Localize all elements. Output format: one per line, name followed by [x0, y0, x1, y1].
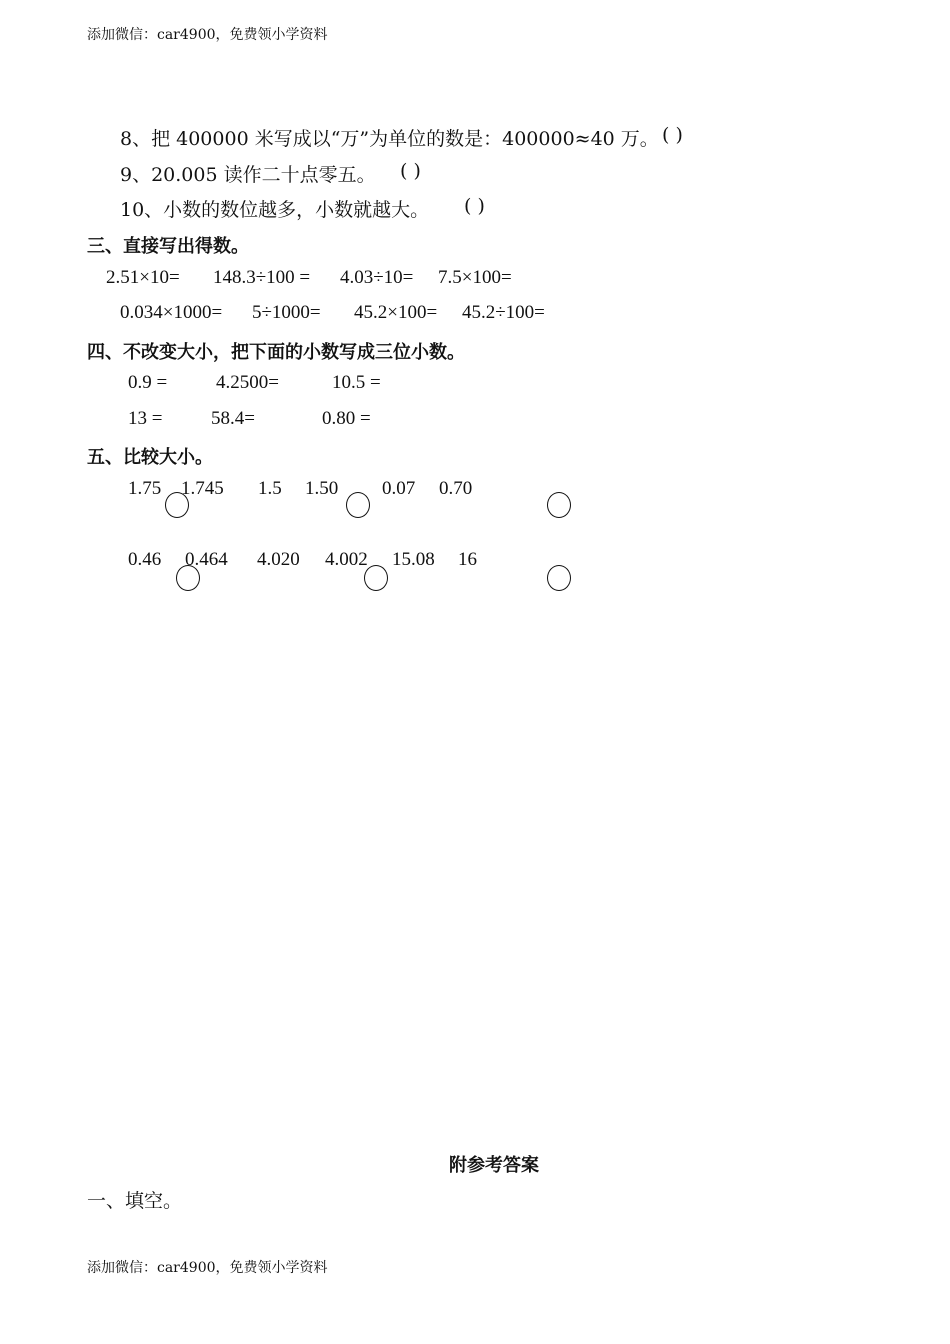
- question-9-text: 9、20.005 读作二十点零五。: [120, 164, 376, 186]
- calc-item: 4.03÷10=: [340, 267, 414, 288]
- compare-number: 4.002: [325, 549, 368, 570]
- section-4-title: 四、不改变大小，把下面的小数写成三位小数。: [87, 342, 465, 363]
- calc-item: 2.51×10=: [106, 267, 180, 288]
- question-9-answer-paren: ( ): [400, 160, 421, 182]
- compare-number: 16: [458, 549, 477, 570]
- compare-answer-circle[interactable]: [176, 565, 200, 591]
- compare-number: 4.020: [257, 549, 300, 570]
- rewrite-item: 13 =: [128, 408, 163, 429]
- compare-answer-circle[interactable]: [165, 492, 189, 518]
- compare-number: 1.50: [305, 478, 339, 499]
- compare-number: 0.70: [439, 478, 473, 499]
- calc-item: 45.2×100=: [354, 302, 438, 323]
- answers-part-1-heading: 一、填空。: [87, 1190, 183, 1212]
- compare-number: 1.75: [128, 478, 162, 499]
- question-10-text: 10、小数的数位越多，小数就越大。: [120, 199, 430, 221]
- compare-number: 15.08: [392, 549, 435, 570]
- calc-item: 148.3÷100 =: [213, 267, 311, 288]
- calc-item: 7.5×100=: [438, 267, 512, 288]
- compare-number: 0.46: [128, 549, 162, 570]
- question-8-answer-paren: ( ): [662, 124, 683, 146]
- compare-number: 1.745: [181, 478, 224, 499]
- question-10-answer-paren: ( ): [464, 195, 485, 217]
- rewrite-item: 58.4=: [211, 408, 255, 429]
- answers-title: 附参考答案: [449, 1155, 539, 1176]
- rewrite-item: 0.80 =: [322, 408, 371, 429]
- footer-watermark: 添加微信：car4900，免费领小学资料: [87, 1260, 328, 1276]
- compare-answer-circle[interactable]: [547, 565, 571, 591]
- compare-answer-circle[interactable]: [346, 492, 370, 518]
- compare-number: 1.5: [258, 478, 282, 499]
- rewrite-item: 0.9 =: [128, 372, 168, 393]
- section-5-title: 五、比较大小。: [87, 447, 213, 468]
- compare-number: 0.07: [382, 478, 416, 499]
- compare-answer-circle[interactable]: [364, 565, 388, 591]
- rewrite-item: 4.2500=: [216, 372, 279, 393]
- rewrite-item: 10.5 =: [332, 372, 381, 393]
- question-8-text: 8、把 400000 米写成以“万”为单位的数是：400000≈40 万。: [120, 128, 659, 150]
- calc-item: 5÷1000=: [252, 302, 321, 323]
- calc-item: 0.034×1000=: [120, 302, 223, 323]
- header-watermark: 添加微信：car4900，免费领小学资料: [87, 27, 328, 43]
- section-3-title: 三、直接写出得数。: [87, 236, 249, 257]
- compare-answer-circle[interactable]: [547, 492, 571, 518]
- compare-number: 0.464: [185, 549, 228, 570]
- calc-item: 45.2÷100=: [462, 302, 545, 323]
